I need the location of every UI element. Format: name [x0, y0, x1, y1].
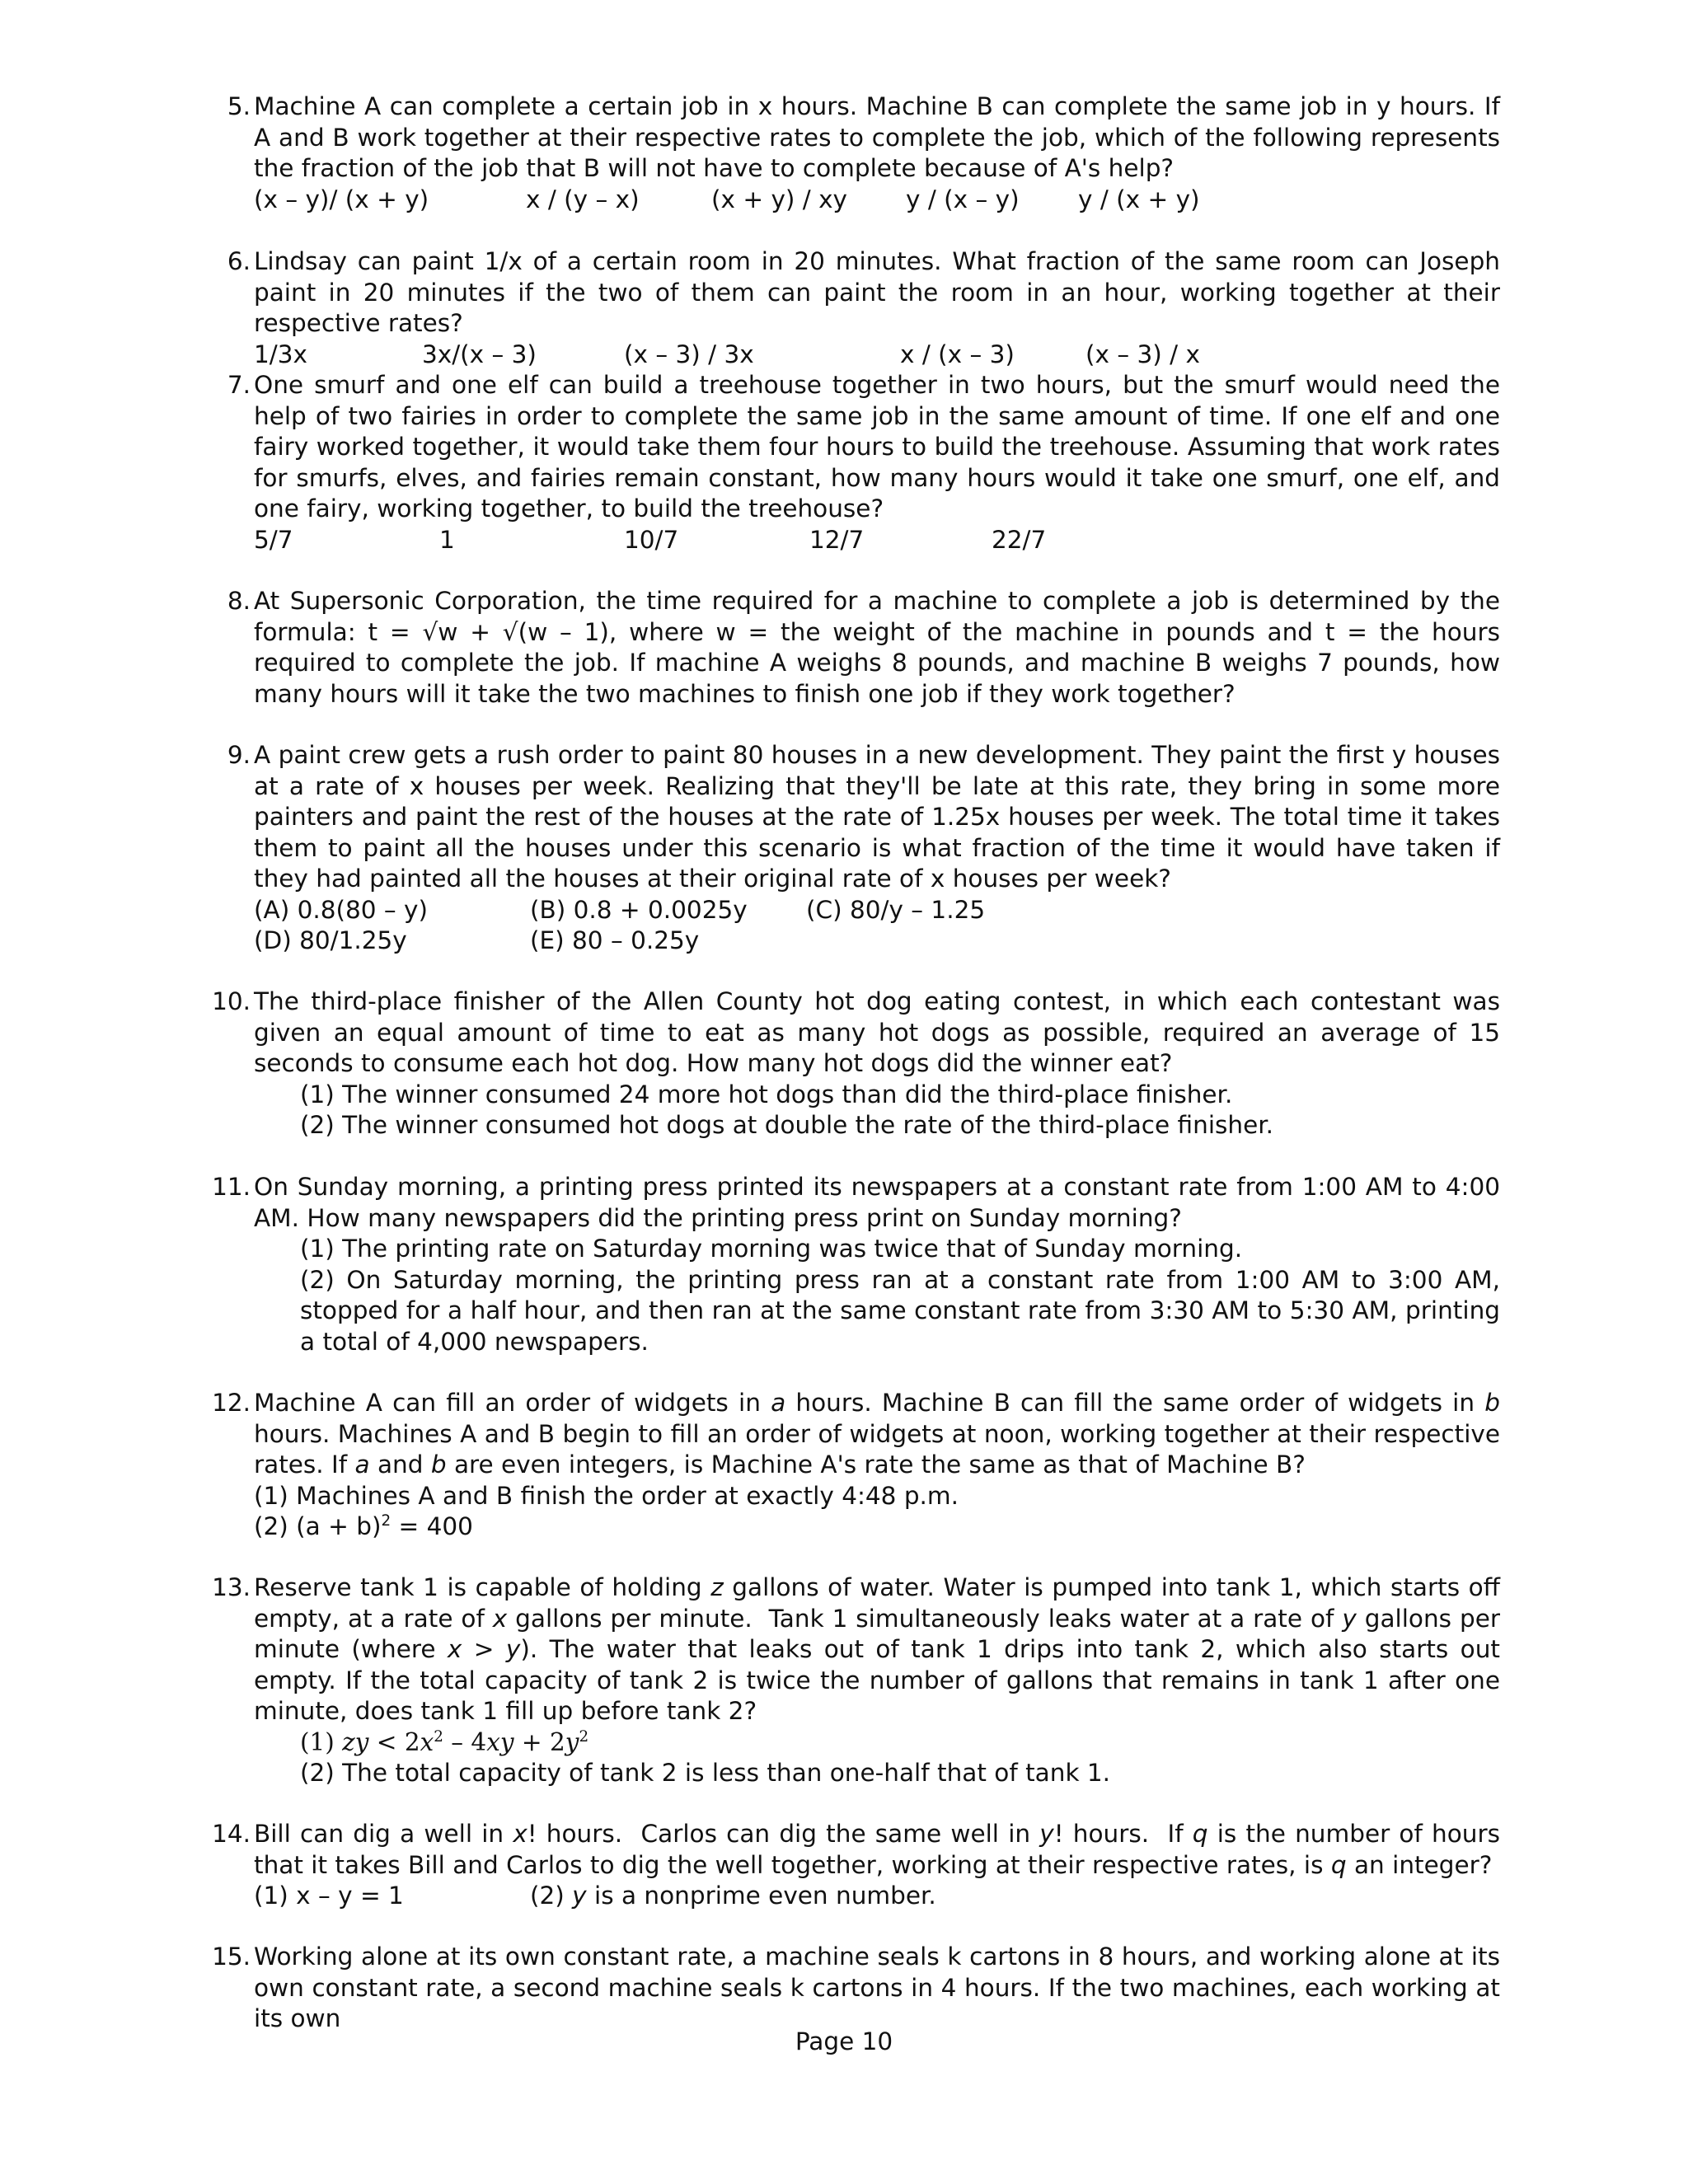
question-number: 8.	[227, 587, 251, 615]
question-text: On Sunday morning, a printing press printed its newspapers at a constant rate from 1:00 AM to 4:00 AM. How many newspapers did the printing press print on Sunday morning?	[254, 1173, 1500, 1232]
option: 22/7	[992, 525, 1047, 554]
statement: (1) Machines A and B finish the order at exactly 4:48 p.m.	[254, 1481, 959, 1510]
option: 3x/(x – 3)	[422, 340, 537, 368]
option: (C) 80/y – 1.25	[806, 895, 986, 924]
statements-row	[254, 1881, 1500, 1912]
question-14	[208, 1819, 1500, 1912]
statement: (2) The total capacity of tank 2 is less than one-half that of tank 1.	[300, 1759, 1111, 1787]
statement: (1) The printing rate on Saturday morning was twice that of Sunday morning.	[300, 1235, 1243, 1263]
question-text: Reserve tank 1 is capable of holding z gallons of water. Water is pumped into tank 1, which starts off empty, at a rate of x gallons per minute. Tank 1 simultaneously leaks water at a rate of y gallons per minute (where x > y). The water that leaks out of tank 1 drips into tank 2, which also starts out empty. If the total capacity of tank 2 is twice the number of gallons that remains in tank 1 after one minute, does tank 1 fill up before tank 2?	[254, 1573, 1501, 1725]
option: 5/7	[254, 525, 293, 554]
statement: (1) x – y = 1	[254, 1882, 404, 1910]
option: 1	[439, 525, 455, 554]
question-text: Bill can dig a well in x! hours. Carlos can dig the same well in y! hours. If q is the number of hours that it takes Bill and Carlos to dig the well together, working at their respective rates, is q an integer?	[254, 1820, 1500, 1879]
question-7	[208, 370, 1500, 555]
question-11	[208, 1172, 1500, 1357]
question-number: 10.	[212, 987, 251, 1015]
option: 1/3x	[254, 340, 307, 368]
statement: (2) On Saturday morning, the printing press ran at a constant rate from 1:00 AM to 3:00 AM, stopped for a half hour, and then ran at the same constant rate from 3:30 AM to 5:30 AM, printing a total of 4,000 newspapers.	[300, 1265, 1500, 1356]
option: (x – y)/ (x + y)	[254, 185, 429, 213]
statement: (2) $(a + b)^2 = 400$	[254, 1512, 473, 1540]
option: y / (x – y)	[906, 185, 1020, 213]
option: (x + y) / xy	[711, 185, 848, 213]
question-text: At Supersonic Corporation, the time required for a machine to complete a job is determined by the formula: t = √w + √(w – 1), where w = the weight of the machine in pounds and t = the hours required to complete the job. If machine A weighs 8 pounds, and machine B weighs 7 pounds, how many hours will it take the two machines to finish one job if they work together?	[254, 587, 1500, 708]
question-number: 5.	[227, 92, 251, 120]
question-text: Machine A can fill an order of widgets in a hours. Machine B can fill the same order of widgets in b hours. Machines A and B begin to fill an order of widgets at noon, working together at their respective rates. If a and b are even integers, is Machine A's rate the same as that of Machine B?	[254, 1389, 1500, 1479]
question-8	[208, 586, 1500, 710]
question-15	[208, 1942, 1500, 2035]
question-number: 13.	[212, 1573, 251, 1601]
answer-options	[254, 525, 1500, 556]
question-text: Lindsay can paint 1/x of a certain room in 20 minutes. What fraction of the same room can Joseph paint in 20 minutes if the two of them can paint the room in an hour, working together at their respective rates?	[254, 247, 1500, 337]
page-number: Page 10	[795, 2027, 893, 2055]
option: (x – 3) / 3x	[624, 340, 754, 368]
question-number: 9.	[227, 741, 251, 769]
question-text: One smurf and one elf can build a treehouse together in two hours, but the smurf would need the help of two fairies in order to complete the same job in the same amount of time. If one elf and one fairy worked together, it would take them four hours to build the treehouse. Assuming that work rates for smurfs, elves, and fairies remain constant, how many hours would it take one smurf, one elf, and one fairy, working together, to build the treehouse?	[254, 371, 1500, 523]
question-10	[208, 987, 1500, 1141]
question-number: 15.	[212, 1943, 251, 1971]
question-6	[208, 246, 1500, 370]
question-number: 14.	[212, 1820, 251, 1848]
option: x / (y – x)	[526, 185, 640, 213]
statement: (1) zy < $2x^2 - 4xy + 2y^2$	[300, 1727, 589, 1756]
answer-options	[254, 926, 1500, 957]
question-12	[208, 1388, 1500, 1543]
question-number: 6.	[227, 247, 251, 275]
question-number: 7.	[227, 371, 251, 399]
answer-options	[254, 340, 1500, 371]
option: (D) 80/1.25y	[254, 926, 407, 954]
option: 10/7	[624, 525, 679, 554]
statement: (2) y is a nonprime even number.	[530, 1882, 936, 1910]
question-number: 11.	[212, 1173, 251, 1201]
option: (x – 3) / x	[1085, 340, 1200, 368]
question-text: Working alone at its own constant rate, a machine seals k cartons in 8 hours, and working alone at its own constant rate, a second machine seals k cartons in 4 hours. If the two machines, each working at its own	[254, 1943, 1500, 2032]
question-text: A paint crew gets a rush order to paint 80 houses in a new development. They paint the first y houses at a rate of x houses per week. Realizing that they'll be late at this rate, they bring in some more painters and paint the rest of the houses at the rate of 1.25x houses per week. The total time it takes them to paint all the houses under this scenario is what fraction of the time it would have taken if they had painted all the houses at their original rate of x houses per week?	[254, 741, 1500, 893]
statement: (2) The winner consumed hot dogs at double the rate of the third-place finisher.	[300, 1111, 1274, 1139]
answer-options	[254, 895, 1500, 926]
question-5	[208, 91, 1500, 215]
question-13	[208, 1572, 1500, 1789]
option: y / (x + y)	[1078, 185, 1200, 213]
option: 12/7	[809, 525, 865, 554]
option: (A) 0.8(80 – y)	[254, 895, 429, 924]
option: x / (x – 3)	[900, 340, 1015, 368]
option: (B) 0.8 + 0.0025y	[530, 895, 748, 924]
statement: (1) The winner consumed 24 more hot dogs than did the third-place finisher.	[300, 1080, 1233, 1108]
question-text: Machine A can complete a certain job in x hours. Machine B can complete the same job in y hours. If A and B work together at their respective rates to complete the job, which of the following represents the fraction of the job that B will not have to complete because of A's help?	[254, 92, 1500, 182]
question-text: The third-place finisher of the Allen County hot dog eating contest, in which each contestant was given an equal amount of time to eat as many hot dogs as possible, required an average of 15 seconds to consume each hot dog. How many hot dogs did the winner eat?	[254, 987, 1500, 1077]
question-number: 12.	[212, 1389, 251, 1417]
option: (E) 80 – 0.25y	[530, 926, 700, 954]
answer-options	[254, 185, 1500, 216]
question-9	[208, 740, 1500, 957]
